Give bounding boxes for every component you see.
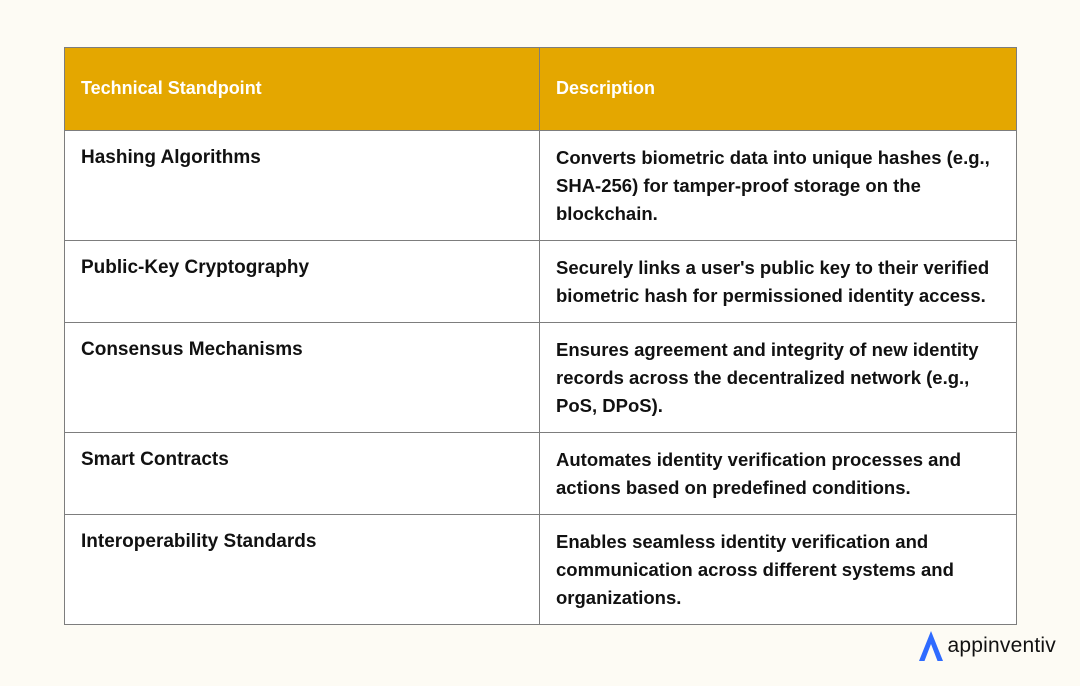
standpoint-cell: Interoperability Standards xyxy=(65,515,540,625)
description-cell: Automates identity verification processes and actions based on predefined conditions. xyxy=(540,433,1017,515)
header-row xyxy=(65,48,1017,131)
header-description: Description xyxy=(540,48,1017,131)
table-header xyxy=(65,48,1017,131)
appinventiv-logo xyxy=(918,630,1056,662)
standpoint-cell: Consensus Mechanisms xyxy=(65,323,540,433)
tech-standpoint-table xyxy=(64,47,1017,625)
description-cell: Enables seamless identity verification and communication across different systems and organizations. xyxy=(540,515,1017,625)
logo-wordmark: appinventiv xyxy=(947,634,1056,657)
description-cell: Securely links a user's public key to their verified biometric hash for permissioned identity access. xyxy=(540,241,1017,323)
description-cell: Converts biometric data into unique hashes (e.g., SHA-256) for tamper-proof storage on the blockchain. xyxy=(540,131,1017,241)
tech-standpoint-table-container xyxy=(64,47,1016,625)
table-row xyxy=(65,433,1017,515)
standpoint-cell: Hashing Algorithms xyxy=(65,131,540,241)
standpoint-cell: Smart Contracts xyxy=(65,433,540,515)
table-row xyxy=(65,515,1017,625)
standpoint-cell: Public-Key Cryptography xyxy=(65,241,540,323)
appinventiv-a-icon xyxy=(918,630,944,662)
table-row xyxy=(65,131,1017,241)
header-technical-standpoint: Technical Standpoint xyxy=(65,48,540,131)
table-body xyxy=(65,131,1017,625)
description-cell: Ensures agreement and integrity of new identity records across the decentralized network (e.g., PoS, DPoS). xyxy=(540,323,1017,433)
table-row xyxy=(65,241,1017,323)
table-row xyxy=(65,323,1017,433)
